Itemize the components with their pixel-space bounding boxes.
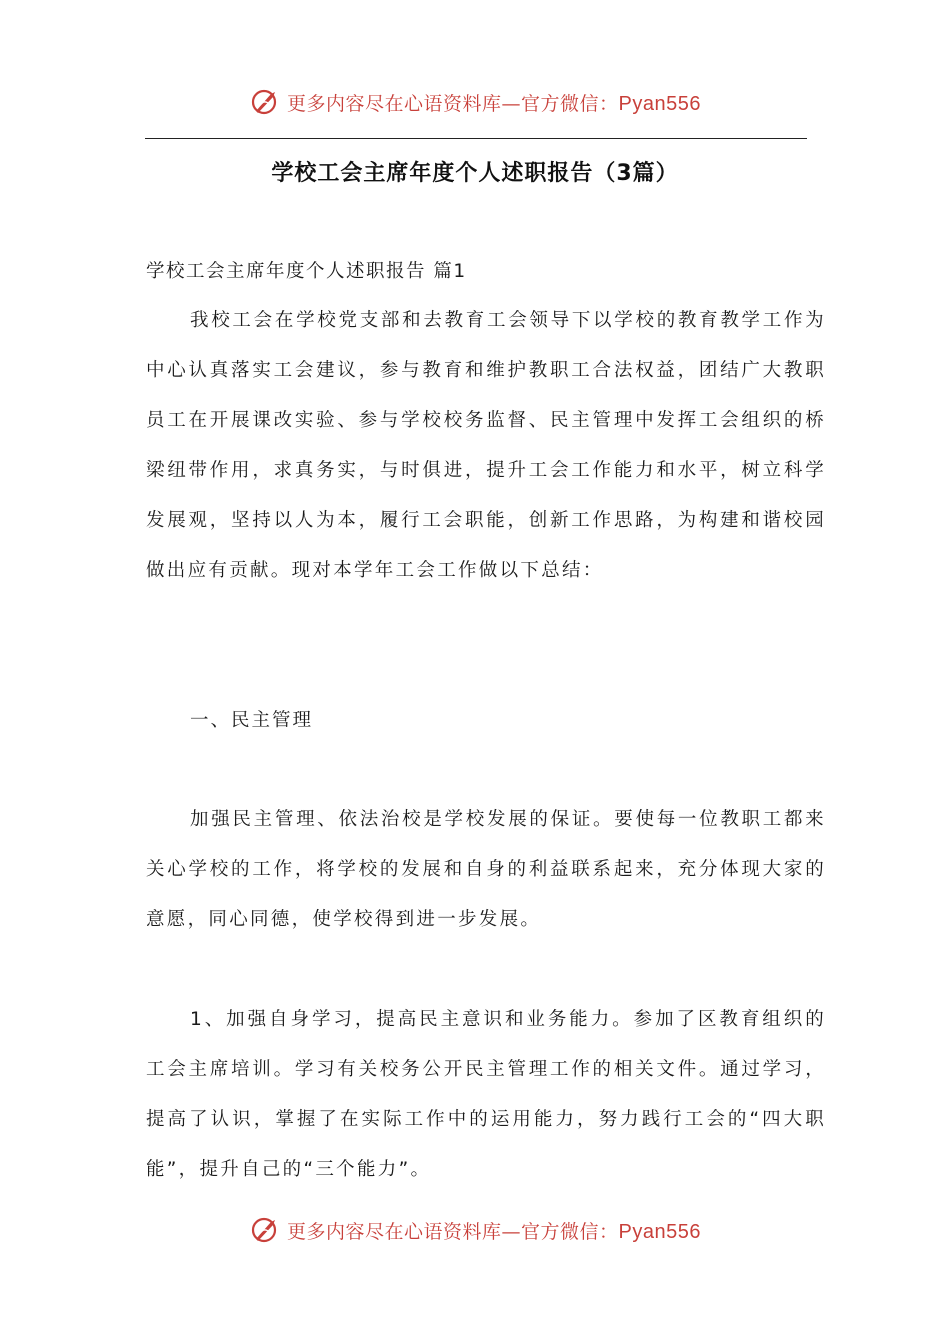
paragraph-democratic-management: 加强民主管理、依法治校是学校发展的保证。要使每一位教职工都来关心学校的工作，将学校的发展和自身的利益联系起来，充分体现大家的意愿，同心同德，使学校得到进一步发展。 [146, 809, 826, 930]
section-subtitle: 学校工会主席年度个人述职报告 篇1 [146, 261, 467, 282]
banner-text: 更多内容尽在心语资料库—官方微信：Pyan556 [287, 92, 701, 115]
paragraph-self-study: 1、加强自身学习，提高民主意识和业务能力。参加了区教育组织的工会主席培训。学习有关校务公开民主管理工作的相关文件。通过学习，提高了认识，掌握了在实际工作中的运用能力，努力践行工会的“四大职能”，提升自己的“三个能力”。 [146, 1009, 826, 1180]
section-heading: 一、民主管理 [190, 710, 314, 731]
footer-banner [0, 1210, 950, 1250]
header-banner [0, 82, 950, 122]
paragraph-intro: 我校工会在学校党支部和去教育工会领导下以学校的教育教学工作为中心认真落实工会建议，参与教育和维护教职工合法权益，团结广大教职员工在开展课改实验、参与学校校务监督、民主管理中发挥工会组织的桥梁纽带作用，求真务实，与时俱进，提升工会工作能力和水平，树立科学发展观，坚持以人为本，履行工会职能，创新工作思路，为构建和谐校园做出应有贡献。现对本学年工会工作做以下总结： [146, 310, 826, 581]
pen-logo-icon [249, 86, 281, 118]
header-divider [145, 138, 807, 139]
banner-text: 更多内容尽在心语资料库—官方微信：Pyan556 [287, 1220, 701, 1243]
document-title: 学校工会主席年度个人述职报告（3篇） [271, 161, 679, 186]
pen-logo-icon [249, 1214, 281, 1246]
